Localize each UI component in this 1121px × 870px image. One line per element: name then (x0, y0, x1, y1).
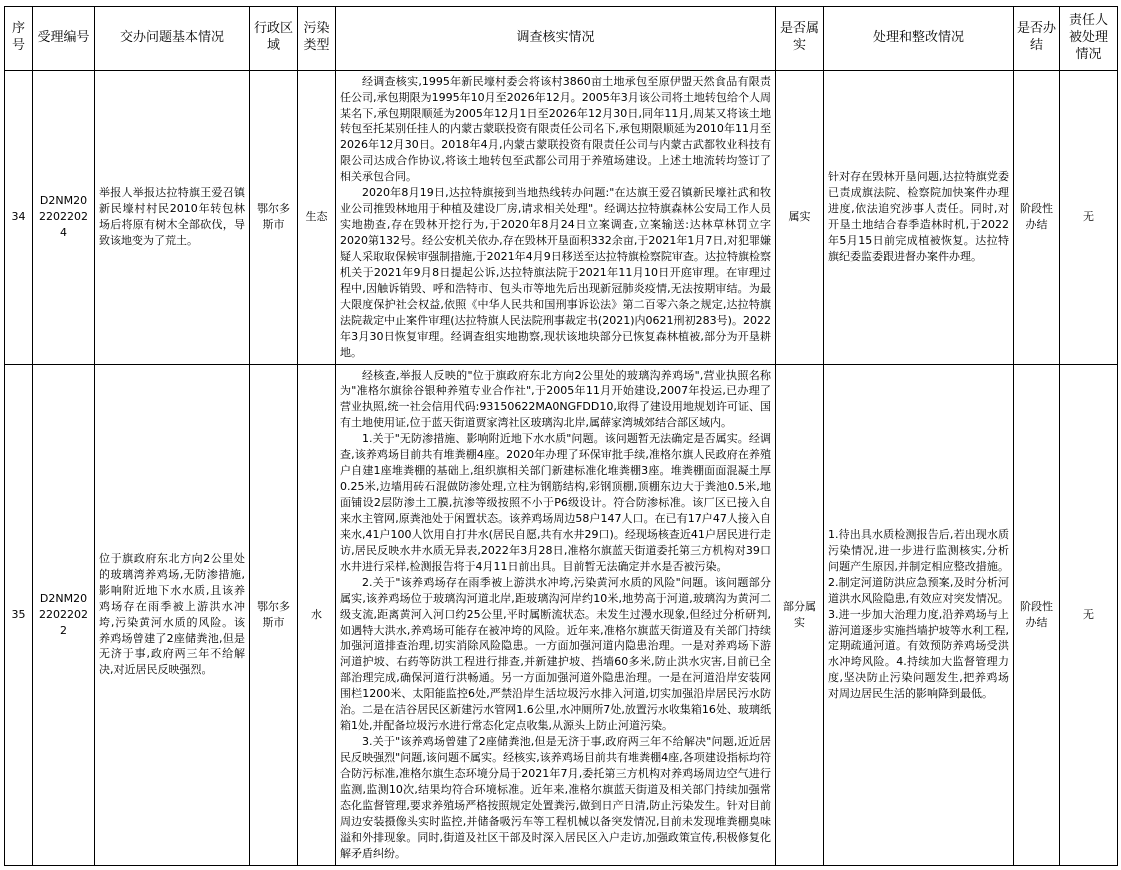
cell-region: 鄂尔多斯市 (250, 70, 298, 364)
cell-responsible: 无 (1060, 70, 1118, 364)
cell-is-true: 部分属实 (776, 364, 824, 865)
investigation-paragraph: 2020年8月19日,达拉特旗接到当地热线转办问题:"在达旗王爱召镇新民壕社武和牧业公司推毁林地用于种植及建设厂房,请求相关处理"。经调达拉特旗森林公安局工作人员实地勘查,存在毁林开挖行为,于2020年8月24日立案调查,立案输送:达林草林罚立字2020第132号。经公安机关依办,存在毁林开垦面积332余亩,于2021年1月7日,对犯罪嫌疑人采取取保候审强制措施,于2021年4月9日移送至达拉特旗检察院审查。达拉特旗检察机关于2021年9月8日提起公诉,达拉特旗法院于2021年11月10日开庭审理。在审理过程中,因触诉销毁、呼和浩特市、包头市等地先后出现新冠肺炎疫情,无法按期审结。为最大限度保护社会权益,依照《中华人民共和国刑事诉讼法》第二百零六条之规定,达拉特旗法院裁定中止案件审理(达拉特旗人民法院刑事裁定书(2021)内0621刑初283号)。2022年3月30日恢复审理。经调查组实地勘察,现状该地块部分已恢复森林植被,部分为开垦耕地。 (340, 186, 771, 359)
cell-investigation (336, 364, 776, 865)
investigation-paragraph: 1.关于"无防渗措施、影响附近地下水水质"问题。该问题暂无法确定是否属实。经调查,该养鸡场目前共有堆粪棚4座。2020年办理了环保审批手续,准格尔旗人民政府在养殖户自建1座堆粪棚的基础上,组织旗相关部门新建标准化堆粪棚3座。堆粪棚面面混凝土厚0.25米,边墙用砖石混做防渗处理,立柱为钢筋结构,彩钢顶棚,顶棚东边大于粪池0.5米,地面铺设2层防渗土工膜,抗渗等级按照不小于P6级设计。符合防渗标准。该厂区已接入自来水主管网,原粪池处于闲置状态。该养鸡场周边58户147人口。在已有17户47人接入自来水,41户100人饮用自打井水(居民自愿,共有水井29口)。经现场核查近41户居民进行走访,居民反映水井水质无异表,2022年3月28日,准格尔旗蓝天街道委托第三方机构对39口水井进行采样,检测报告将于4月11日前出具。目前暂无法确定并水是否被污染。 (340, 432, 771, 573)
table-row (5, 364, 1118, 865)
investigation-paragraph: 3.关于"该养鸡场曾建了2座储粪池,但是无济于事,政府两三年不给解决"问题,近近居民反映强烈"问题,该问题不属实。经核实,该养鸡场目前共有堆粪棚4座,各项建设指标均符合防污标准,准格尔旗生态环境分局于2021年7月,委托第三方机构对养鸡场周边空气进行监测,监测10次,结果均符合环境标准。近年来,准格尔旗蓝天街道及相关部门持续加强常态化监督管理,要求养殖场严格按照规定处置粪污,做到日产日清,防止污染发生。针对目前周边安装摄像头实时监控,并储备吸污车等工程机械以备突发情况,目前未发现堆粪棚臭味溢和外排现象。同时,街道及社区干部及时深入居民区入户走访,加强政策宣传,积极修复化解矛盾纠纷。 (340, 735, 771, 860)
cell-type: 水 (298, 364, 336, 865)
column-header-responsible: 责任人被处理情况 (1060, 7, 1118, 71)
column-header-basic: 交办问题基本情况 (95, 7, 250, 71)
cell-is-true: 属实 (776, 70, 824, 364)
cell-is-done: 阶段性办结 (1014, 364, 1060, 865)
table-row (5, 70, 1118, 364)
cell-code: D2NM2022022024 (33, 70, 95, 364)
column-header-is-true: 是否属实 (776, 7, 824, 71)
column-header-region: 行政区域 (250, 7, 298, 71)
cell-handling: 针对存在毁林开垦问题,达拉特旗党委已责成旗法院、检察院加快案件办理进度,依法追究涉事人责任。同时,对开垦土地结合春季造林时机,于2022年5月15日前完成植被恢复。达拉特旗纪委监委跟进督办案件办理。 (824, 70, 1014, 364)
cell-is-done: 阶段性办结 (1014, 70, 1060, 364)
cell-region: 鄂尔多斯市 (250, 364, 298, 865)
cell-code: D2NM2022022022 (33, 364, 95, 865)
investigation-paragraph: 经核查,举报人反映的"位于旗政府东北方向2公里处的玻璃沟养鸡场",营业执照名称为"准格尔旗徐谷银种养殖专业合作社",于2005年11月开始建设,2007年投运,已办理了营业执照,统一社会信用代码:93150622MA0NGFDD10,取得了建设用地规划许可证、国有土地使用证,位于蓝天街道贾家湾社区玻璃沟北岸,属薛家湾城郊结合部区域内。 (340, 368, 771, 430)
cell-seq: 34 (5, 70, 33, 364)
investigation-paragraph: 经调查核实,1995年新民壕村委会将该村3860亩土地承包至原伊盟天然食品有限责任公司,承包期限为1995年10月至2026年12月。2005年3月该公司将土地转包给个人周某名下,承包期限顺延为2005年12月1日至2026年12月30日,同年11月,周某又将该土地转包至托某别任挂人的内蒙古蒙联投资有限责任公司名下,承包期限顺延为2010年11月至2026年12月30日。2018年4月,内蒙古蒙联投资有限责任公司与内蒙古武都牧业科技有限公司达成合作协议,将该土地转包至武都公司用于养殖场建设。上述土地流转均签订了相关承包合同。 (340, 74, 771, 184)
cell-responsible: 无 (1060, 364, 1118, 865)
table-header (5, 7, 1118, 71)
cell-type: 生态 (298, 70, 336, 364)
cell-basic: 位于旗政府东北方向2公里处的玻璃湾养鸡场,无防渗措施,影响附近地下水水质,且该养鸡场存在雨季被上游洪水冲垮,污染黄河水质的风险。该养鸡场曾建了2座储粪池,但是无济于事,政府两三年不给解决,对近居民反映强烈。 (95, 364, 250, 865)
table-body (5, 70, 1118, 865)
cell-seq: 35 (5, 364, 33, 865)
column-header-investigation: 调查核实情况 (336, 7, 776, 71)
column-header-type: 污染类型 (298, 7, 336, 71)
investigation-paragraph: 2.关于"该养鸡场存在雨季被上游洪水冲垮,污染黄河水质的风险"问题。该问题部分属实,该养鸡场位于玻璃沟河道北岸,距玻璃沟河岸约10米,地势高于河道,玻璃沟为黄河二级支流,距离黄河入河口约25公里,平时属断流状态。未发生过漫水现象,但经过分析研判,如遇特大洪水,养鸡场可能存在被冲垮的风险。近年来,准格尔旗蓝天街道及有关部门持续加强河道排查治理,切实消除风险隐患。一方面加强河道内隐患治理。一是对养鸡场下游河道护坡、右药等防洪工程进行排查,并新建护坡、挡墙60多米,防止洪水灾害,目前已全部治理完成,确保河道行洪畅通。另一方面加强河道外隐患治理。一是在河道沿岸安装网围栏1200米、太阳能监控6处,严禁沿岸生活垃圾污水排入河道,切实加强沿岸居民污水防治。二是在洁谷居民区新建污水管网1.6公里,水冲厕所7处,放置污水收集箱16处、玻璃纸箱1处,并配备垃圾污水进行常态化定点收集,从源头上防止河道污染。 (340, 575, 771, 733)
column-header-seq: 序号 (5, 7, 33, 71)
cell-investigation (336, 70, 776, 364)
cell-handling: 1.待出具水质检测报告后,若出现水质污染情况,进一步进行监测核实,分析问题产生原因,并制定相应整改措施。2.制定河道防洪应急预案,及时分析河道洪水风险隐患,有效应对突发情况。3.进一步加大治理力度,沿养鸡场与上游河道逐步实施挡墙护坡等水利工程,定期疏通河道。有效预防养鸡场受洪水冲垮风险。4.持续加大监督管理力度,坚决防止污染问题发生,把养鸡场对周边居民生活的影响降到最低。 (824, 364, 1014, 865)
column-header-handling: 处理和整改情况 (824, 7, 1014, 71)
column-header-code: 受理编号 (33, 7, 95, 71)
table-header-row (5, 7, 1118, 71)
cell-basic: 举报人举报达拉特旗王爱召镇新民壕村村民2010年转包林场后将原有树木全部砍伐，导致该地变为了荒土。 (95, 70, 250, 364)
column-header-is-done: 是否办结 (1014, 7, 1060, 71)
